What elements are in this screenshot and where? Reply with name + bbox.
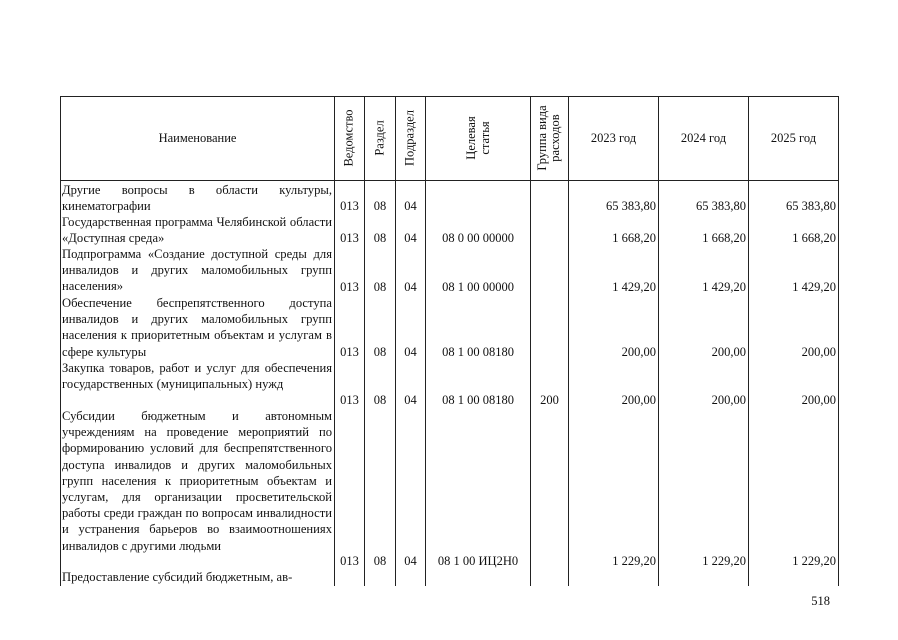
row-2-podr: 04 <box>404 280 417 294</box>
header-2024: 2024 год <box>680 131 727 145</box>
header-2025: 2025 год <box>770 131 817 145</box>
row-4-cel: 08 1 00 08180 <box>442 393 514 407</box>
row-2-name: Подпрограмма «Создание доступной среды для инвалидов и других маломобильных групп населения» <box>62 247 332 294</box>
col-border-3 <box>395 96 396 586</box>
row-5-ved: 013 <box>340 554 359 568</box>
row-1-2025: 1 668,20 <box>792 231 836 245</box>
row-2-2025: 1 429,20 <box>792 280 836 294</box>
row-5-name: Субсидии бюджетным и автономным учреждениям на проведение мероприятий по формированию условий для беспрепятственного доступа инвалидов и других маломобильных групп населения к приоритетным объектам и услугам, для организации просветительской работы среди граждан по вопросам инвалидности и устранения барьеров во взаимоотношениях инвалидов с другими людьми <box>62 409 332 553</box>
row-2-ved: 013 <box>340 280 359 294</box>
col-border-7 <box>658 96 659 586</box>
row-5-cel: 08 1 00 ИЦ2Н0 <box>437 554 519 568</box>
col-border-0 <box>60 96 61 586</box>
row-2-2023: 1 429,20 <box>612 280 656 294</box>
col-border-9 <box>838 96 839 586</box>
row-0-name: Другие вопросы в области культуры, кинематографии <box>62 183 332 214</box>
row-1-name: Государственная программа Челябинской области «Доступная среда» <box>62 215 332 246</box>
row-2-cel: 08 1 00 00000 <box>442 280 514 294</box>
header-name: Наименование <box>158 131 237 145</box>
col-border-4 <box>425 96 426 586</box>
row-3-podr: 04 <box>404 345 417 359</box>
row-3-razd: 08 <box>373 345 387 359</box>
header-celevaya-text: Целевая статья <box>464 116 492 160</box>
row-1-razd: 08 <box>373 231 387 245</box>
row-4-podr: 04 <box>404 393 417 407</box>
row-3-2023: 200,00 <box>621 345 656 359</box>
row-6-name: Предоставление субсидий бюджетным, ав- <box>62 570 293 584</box>
row-3-ved: 013 <box>340 345 359 359</box>
header-gruppa-text: Группа вида расходов <box>535 105 562 171</box>
row-3-2025: 200,00 <box>801 345 836 359</box>
row-0-podr: 04 <box>404 199 417 213</box>
header-podrazdel: Подраздел <box>402 110 417 166</box>
header-gruppa <box>536 100 562 176</box>
row-4-2025: 200,00 <box>801 393 836 407</box>
row-0-2023: 65 383,80 <box>606 199 656 213</box>
row-3-name: Обеспечение беспрепятственного доступа инвалидов и других маломобильных групп населения к приоритетным объектам и услугам в сфере культуры <box>62 296 332 359</box>
row-5-2025: 1 229,20 <box>792 554 836 568</box>
row-4-grp: 200 <box>540 393 559 407</box>
table-top-border <box>60 96 839 97</box>
header-2023: 2023 год <box>590 131 637 145</box>
row-0-razd: 08 <box>373 199 387 213</box>
col-border-8 <box>748 96 749 586</box>
header-razdel: Раздел <box>372 120 387 156</box>
row-5-2023: 1 229,20 <box>612 554 656 568</box>
row-2-2024: 1 429,20 <box>702 280 746 294</box>
row-1-podr: 04 <box>404 231 417 245</box>
row-4-2024: 200,00 <box>711 393 746 407</box>
col-border-5 <box>530 96 531 586</box>
col-border-1 <box>334 96 335 586</box>
row-0-2024: 65 383,80 <box>696 199 746 213</box>
row-3-2024: 200,00 <box>711 345 746 359</box>
row-2-razd: 08 <box>373 280 387 294</box>
page-number: 518 <box>811 594 830 608</box>
row-3-cel: 08 1 00 08180 <box>442 345 514 359</box>
row-4-ved: 013 <box>340 393 359 407</box>
header-bottom-border <box>60 180 839 181</box>
row-4-razd: 08 <box>373 393 387 407</box>
row-4-name: Закупка товаров, работ и услуг для обеспечения государственных (муниципальных) нужд <box>62 361 332 392</box>
row-0-2025: 65 383,80 <box>786 199 836 213</box>
header-vedomstvo: Ведомство <box>341 109 356 167</box>
row-1-ved: 013 <box>340 231 359 245</box>
row-1-cel: 08 0 00 00000 <box>442 231 514 245</box>
row-5-2024: 1 229,20 <box>702 554 746 568</box>
row-0-ved: 013 <box>340 199 359 213</box>
row-4-2023: 200,00 <box>621 393 656 407</box>
row-1-2024: 1 668,20 <box>702 231 746 245</box>
col-border-6 <box>568 96 569 586</box>
row-1-2023: 1 668,20 <box>612 231 656 245</box>
row-5-podr: 04 <box>404 554 417 568</box>
row-5-razd: 08 <box>373 554 387 568</box>
header-celevaya <box>464 103 492 173</box>
col-border-2 <box>364 96 365 586</box>
